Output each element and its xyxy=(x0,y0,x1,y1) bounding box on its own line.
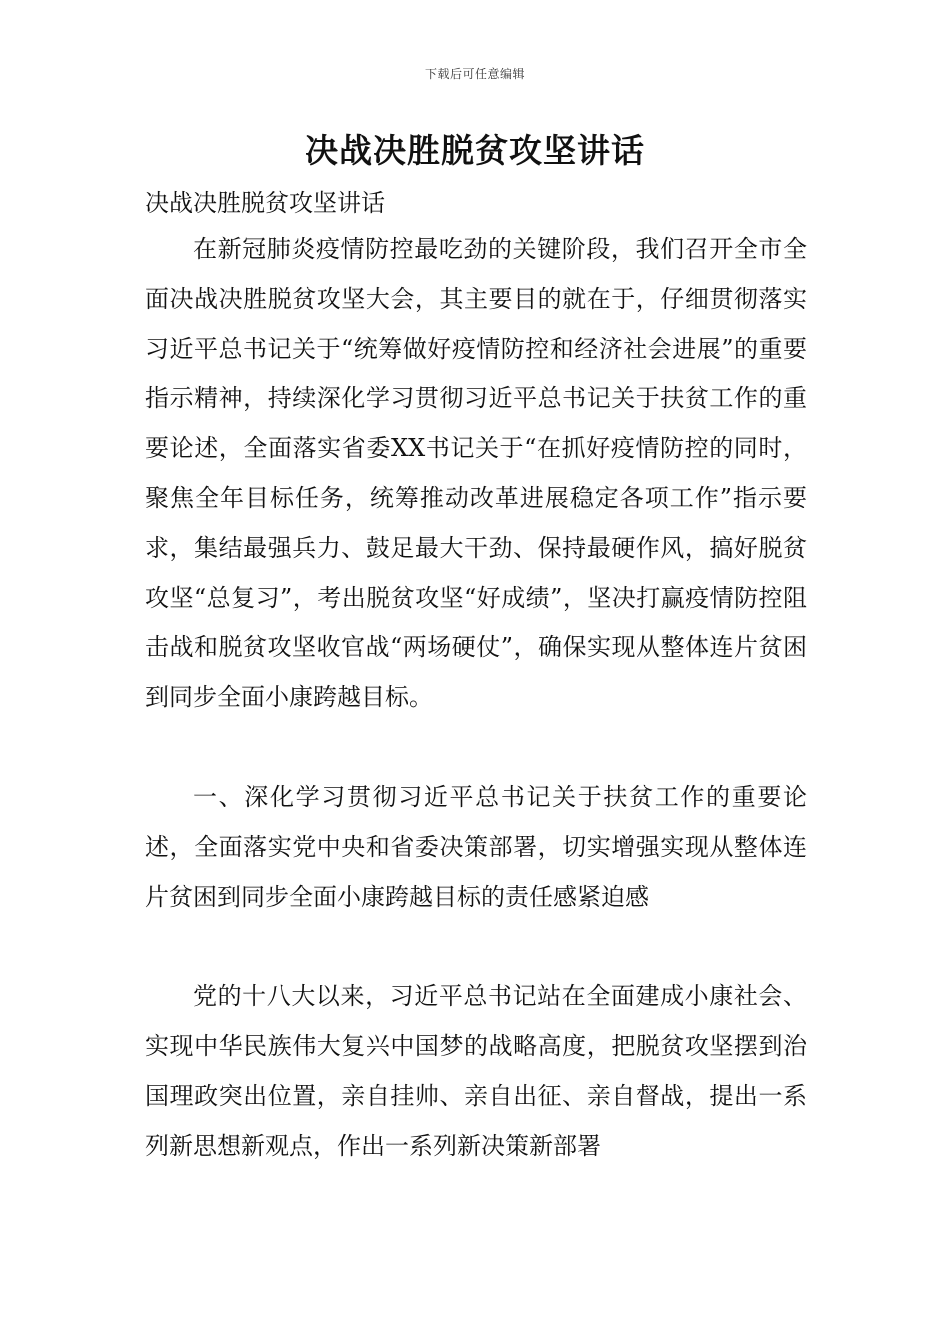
paragraph-intro: 在新冠肺炎疫情防控最吃劲的关键阶段，我们召开全市全面决战决胜脱贫攻坚大会，其主要目的就在于，仔细贯彻落实习近平总书记关于“统筹做好疫情防控和经济社会进展”的重要指示精神，持续深化学习贯彻习近平总书记关于扶贫工作的重要论述，全面落实省委XX书记关于“在抓好疫情防控的同时，聚焦全年目标任务，统筹推动改革进展稳定各项工作”指示要求，集结最强兵力、鼓足最大干劲、保持最硬作风，搞好脱贫攻坚“总复习”，考出脱贫攻坚“好成绩”，坚决打赢疫情防控阻击战和脱贫攻坚收官战“两场硬仗”，确保实现从整体连片贫困到同步全面小康跨越目标。 xyxy=(145,235,807,712)
document-body xyxy=(145,225,807,1172)
paragraph-spacer xyxy=(145,723,807,773)
section-heading-one: 一、深化学习贯彻习近平总书记关于扶贫工作的重要论述，全面落实党中央和省委决策部署，切实增强实现从整体连片贫困到同步全面小康跨越目标的责任感紧迫感 xyxy=(145,782,807,911)
paragraph-section-one: 党的十八大以来，习近平总书记站在全面建成小康社会、实现中华民族伟大复兴中国梦的战略高度，把脱贫攻坚摆到治国理政突出位置，亲自挂帅、亲自出征、亲自督战，提出一系列新思想新观点，作出一系列新决策新部署 xyxy=(145,982,807,1160)
paragraph-spacer xyxy=(145,922,807,972)
document-title: 决战决胜脱贫攻坚讲话 xyxy=(305,131,645,170)
header-note: 下载后可任意编辑 xyxy=(424,67,525,81)
document-subtitle: 决战决胜脱贫攻坚讲话 xyxy=(145,189,385,217)
